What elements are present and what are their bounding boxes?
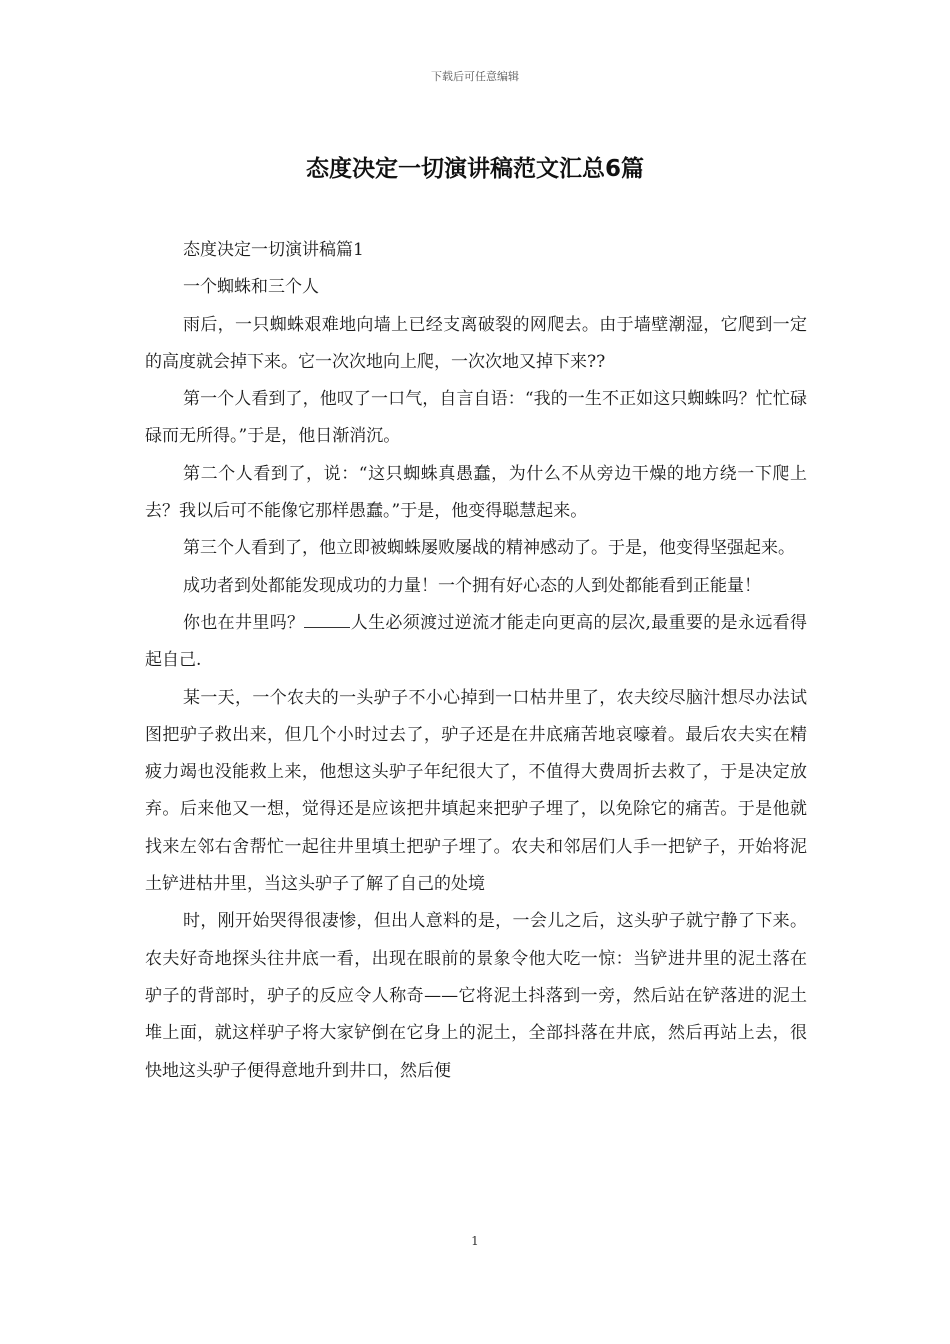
document-title: 态度决定一切演讲稿范文汇总6篇: [305, 156, 644, 182]
body-paragraph-with-blank: [145, 605, 807, 680]
page-header: 下载后可任意编辑: [431, 70, 519, 83]
story-title: 一个蜘蛛和三个人: [183, 277, 319, 298]
document-body: [145, 232, 807, 1090]
section-heading: 态度决定一切演讲稿篇1: [183, 240, 364, 260]
body-paragraph: 某一天，一个农夫的一头驴子不小心掉到一口枯井里了，农夫绞尽脑汁想尽办法试图把驴子救出来，但几个小时过去了，驴子还是在井底痛苦地哀嚎着。最后农夫实在精疲力竭也没能救上来，他想这头驴子年纪很大了，不值得大费周折去救了，于是决定放弃。后来他又一想，觉得还是应该把井填起来把驴子埋了，以免除它的痛苦。于是他就找来左邻右舍帮忙一起往井里填土把驴子埋了。农夫和邻居们人手一把铲子，开始将泥土铲进枯井里，当这头驴子了解了自己的处境: [145, 687, 807, 895]
body-paragraph: 第一个人看到了，他叹了一口气，自言自语：“我的一生不正如这只蜘蛛吗？忙忙碌碌而无所得。”于是，他日渐消沉。: [145, 389, 807, 447]
page-number: 1: [471, 1234, 479, 1248]
body-paragraph: 雨后，一只蜘蛛艰难地向墙上已经支离破裂的网爬去。由于墙壁潮湿，它爬到一定的高度就会掉下来。它一次次地向上爬，一次次地又掉下来??: [145, 314, 807, 372]
blank-paragraph-before: 你也在井里吗？: [183, 612, 305, 633]
body-paragraph: 成功者到处都能发现成功的力量！一个拥有好心态的人到处都能看到正能量！: [183, 575, 761, 596]
body-paragraph: 第三个人看到了，他立即被蜘蛛屡败屡战的精神感动了。于是，他变得坚强起来。: [183, 538, 795, 559]
body-paragraph: 第二个人看到了，说：“这只蜘蛛真愚蠢，为什么不从旁边干燥的地方绕一下爬上去？我以后可不能像它那样愚蠢。”于是，他变得聪慧起来。: [145, 463, 807, 522]
blank-paragraph-after: 人生必须渡过逆流才能走向更高的层次,最重要的是永远看得起自己.: [145, 612, 808, 671]
fill-in-blank-line: [304, 613, 350, 628]
body-paragraph: 时，刚开始哭得很凄惨，但出人意料的是，一会儿之后，这头驴子就宁静了下来。农夫好奇地探头往井底一看，出现在眼前的景象令他大吃一惊：当铲进井里的泥土落在驴子的背部时，驴子的反应令人称奇——它将泥土抖落到一旁，然后站在铲落进的泥土堆上面，就这样驴子将大家铲倒在它身上的泥土，全部抖落在井底，然后再站上去，很快地这头驴子便得意地升到井口，然后便: [145, 911, 807, 1081]
